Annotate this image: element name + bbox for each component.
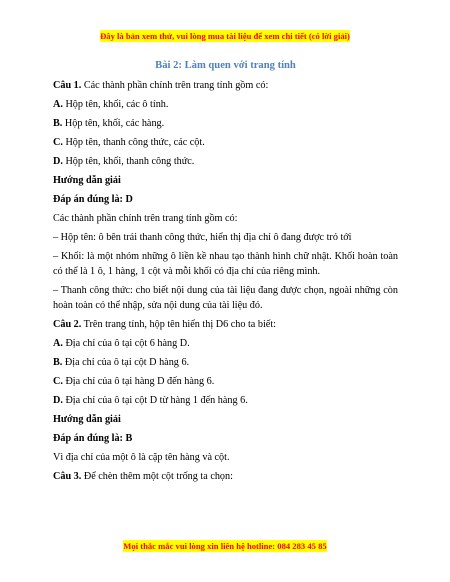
option-d: D. Hộp tên, khối, thanh công thức. [53, 156, 195, 167]
hotline-text: Mọi thắc mắc vui lòng xin liên hệ hotline: 084 283 45 85 [123, 541, 327, 551]
option-b: B. Địa chỉ của ô tại cột D hàng 6. [53, 357, 190, 368]
option-c: C. Hộp tên, thanh công thức, các cột. [53, 137, 205, 148]
question-label: Câu 2. [53, 319, 82, 330]
preview-notice-text: Đây là bản xem thử, vui lòng mua tài liệu để xem chi tiết (có lời giải) [100, 31, 350, 41]
guide-heading: Hướng dẫn giải [53, 175, 121, 186]
explanation-line: – Hộp tên: ô bên trái thanh công thức, hiển thị địa chỉ ô đang được trỏ tới [53, 232, 352, 243]
option-a: A. Địa chỉ của ô tại cột 6 hàng D. [53, 338, 190, 349]
correct-answer: Đáp án đúng là: B [53, 433, 133, 444]
option-a: A. Hộp tên, khối, các ô tính. [53, 99, 169, 110]
question-text: Để chèn thêm một cột trống ta chọn: [81, 471, 233, 482]
question-text: Trên trang tính, hộp tên hiển thị D6 cho ta biết: [81, 319, 276, 330]
lesson-title: Bài 2: Làm quen với trang tính [155, 60, 296, 71]
question-2 [53, 317, 398, 332]
correct-answer: Đáp án đúng là: D [53, 194, 133, 205]
question-1 [53, 78, 398, 93]
hotline-banner [0, 536, 450, 554]
preview-notice-banner [0, 26, 450, 44]
question-text: Các thành phần chính trên trang tính gồm có: [81, 80, 269, 91]
option-d: D. Địa chỉ của ô tại cột D từ hàng 1 đến hàng 6. [53, 395, 248, 406]
explanation-paragraph: – Thanh công thức: cho biết nội dung của tài liệu đang được chọn, ngoài những còn hoàn toàn có thể nhập, sửa nội dung của tài liệu đó. [53, 285, 398, 311]
explanation-line: Vì địa chỉ của một ô là cặp tên hàng và cột. [53, 452, 230, 463]
guide-heading: Hướng dẫn giải [53, 414, 121, 425]
question-label: Câu 1. [53, 80, 82, 91]
question-label: Câu 3. [53, 471, 82, 482]
explanation-paragraph: – Khối: là một nhóm những ô liền kề nhau tạo thành hình chữ nhật. Khối hoàn toàn có thể là 1 ô, 1 hàng, 1 cột và mỗi khối có địa chỉ của riêng mình. [53, 251, 398, 277]
explanation-line: Các thành phần chính trên trang tính gồm có: [53, 213, 238, 224]
option-c: C. Địa chỉ của ô tại hàng D đến hàng 6. [53, 376, 215, 387]
option-b: B. Hộp tên, khối, các hàng. [53, 118, 165, 129]
document-content [53, 58, 398, 488]
question-3 [53, 469, 398, 484]
